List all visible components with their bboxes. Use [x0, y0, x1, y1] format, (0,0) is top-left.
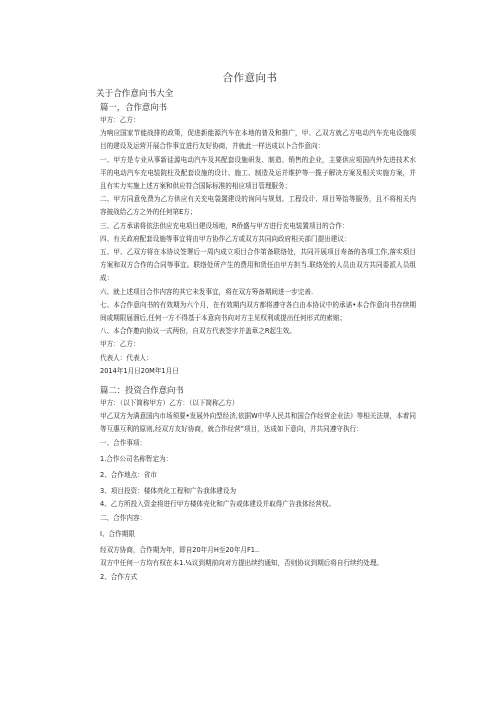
part2-item-3: 3、项目投资：楼体亮化工程和广告我体建设为 [100, 487, 237, 496]
part2-intro: 甲乙双方为满意国内市场须要•发展外向型经济,依据W中华人民共和国合作经营企业法》等相关法规，本着同等互惠互利的原则,经双方友好协商，就合作经营”项目，达成如下意向，并共同遵守执行： [100, 412, 416, 434]
part1-item-2: 二、甲方同意免费为乙方供应有关充电袋置建设的询问与规划、工程设计、项目筹饴等服务，且不将相关内容披战给乙方之外的任何第E方； [100, 195, 416, 217]
part2-heading: 篇二：投资合作意向书 [100, 385, 184, 396]
part2-section-2: 二、合作内容： [100, 513, 147, 522]
part1-item-4: 四、有关政府配套设施等事宜将由甲方协作乙方或双方共同向政府相关部门提出建议： [100, 234, 351, 243]
part2-item-2: 2、合作地点：省市 [100, 471, 157, 480]
document-body [88, 88, 416, 584]
part2-item-4: 4、乙方所投入资金将进行甲方楼体壳化和广告或体建设并取得广告我体经营权。 [100, 500, 335, 509]
part1-item-1: 一、甲方是专业从事新徒源电动汽车及其配套设施研发、制造、销售的企业，主要供应项国内外先进技术水平的电动汽车充电装院柱及配套设施的设计、施工、制造及运并维护等一揽子解决方案及相关实施方案，并且有实力实施上述方案和供应符合国际标准的相应项目管理服务； [100, 155, 416, 191]
document-title: 合作意向书 [222, 72, 278, 84]
part1-item-3: 三、乙方承诺将依法供应充电项目建设场地，R侨盛与甲方进行充电装置项目的合作： [100, 221, 349, 230]
part1-item-5: 五、甲、乙双方将在本协议签署后一周内成立项目合作笫备联络处，共同开展项目寿备的各项工作,落实项目方案和双方合作的合同等事宜。联络处所产生的费用和货任由甲方担当.联络处的人员由双方共同委派人员组成： [100, 248, 416, 283]
part2-term-1: 经双方协商，合作期为年，即自20年月H至20年月F1.. [100, 546, 260, 555]
part2-item-1: 1.合作公司名称暂定为： [100, 454, 173, 463]
part1-sign-date: 2014年1月日20M年1月日 [100, 366, 179, 375]
part1-heading: 篇一，合作意向书 [100, 102, 167, 112]
part1-sign-reps: 代表人：代表人： [100, 353, 153, 362]
part2-parties: 甲方：（以下简称甲方）乙方：（以下简称乙方） [100, 399, 239, 408]
document-subtitle: 关于合作意向书大全 [96, 89, 174, 99]
part1-item-8: 八、本合作邀向协议一式两份，自双方代表签字并盖章之R起生效。 [100, 327, 296, 336]
part1-item-6: 六、就上述项目合作内容的其它未发事宜，将在双方筹备期间进一步完善. [100, 287, 314, 296]
part2-section-1: 一、合作事项： [100, 438, 147, 447]
part1-parties: 甲方：乙方： [100, 116, 140, 124]
part2-term-2: 双方中任何一方均有权在本1.¼议到期前向对方提出续约通知，否则协议到期后将自行续约处理。 [100, 559, 384, 568]
part1-item-7: 七、本合作意向书的有效期为六个月，在有效期内双方都将遵守各白由本协议中的承诺•本合作意向书存续期间或期限届溜后,任何一方不得基于本意向书向对方主见权利或提出任何形式的索赔； [100, 300, 416, 323]
part1-sign-parties: 甲方：乙方： [100, 340, 140, 349]
part1-intro: 为响应国家节能战排的政策，促进新能源汽车在本地的普及和推广，甲、乙双方就乙方电动汽车充电设施项目的建设及运营开展合作事宜进行友好协商，并就此一样达成以卜合作意向： [100, 129, 416, 151]
part2-sub-2: 2、合作方式 [100, 572, 138, 581]
part2-sub-1: I、合作期限 [100, 529, 135, 538]
